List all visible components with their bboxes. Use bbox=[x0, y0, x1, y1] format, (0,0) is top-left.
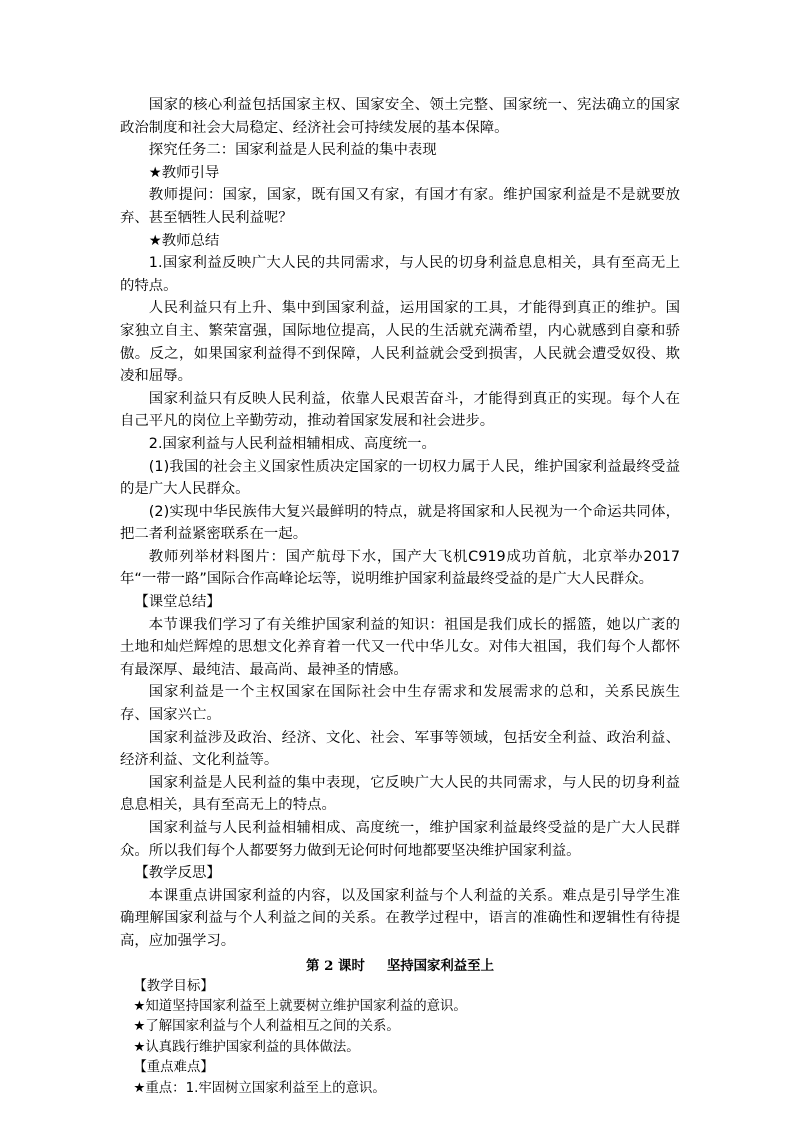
key-difficulty-heading: 【重点难点】 bbox=[133, 1060, 214, 1076]
explore-task-two-heading: 探究任务二：国家利益是人民利益的集中表现 bbox=[148, 142, 437, 159]
paragraph-summary-unity: 国家利益与人民利益相辅相成、高度统一，维护国家利益最终受益的是广大人民群众。所以我们每个人都要努力做到无论何时何地都要坚决维护国家利益。 bbox=[120, 820, 680, 859]
paragraph-national-interests-reflect: 国家利益只有反映人民利益，依靠人民艰苦奋斗，才能得到真正的实现。每个人在自己平凡的岗位上辛勤劳动，推动着国家发展和社会进步。 bbox=[120, 390, 680, 430]
lesson-title bbox=[120, 955, 680, 977]
paragraph-summary-intro: 本节课我们学习了有关维护国家利益的知识：祖国是我们成长的摇篮，她以广袤的土地和灿烂辉煌的思想文化养育着一代又一代中华儿女。对伟大祖国，我们每个人都怀有最深厚、最纯洁、最高尚、最神圣的情感。 bbox=[120, 616, 680, 678]
goal-item-2: ★了解国家利益与个人利益相互之间的关系。 bbox=[133, 1019, 400, 1035]
lesson-name: 坚持国家利益至上 bbox=[386, 957, 494, 974]
sub-point-two: (2)实现中华民族伟大复兴最鲜明的特点，就是将国家和人民视为一个命运共同体，把二者利益紧密联系在一起。 bbox=[120, 503, 680, 543]
paragraph-people-interests: 人民利益只有上升、集中到国家利益，运用国家的工具，才能得到真正的维护。国家独立自主、繁荣富强，国际地位提高，人民的生活就充满希望，内心就感到自豪和骄傲。反之，如果国家利益得不到保障，人民利益就会受到损害，人民就会遭受奴役、欺凌和屈辱。 bbox=[120, 300, 680, 385]
paragraph-teacher-materials: 教师列举材料图片：国产航母下水，国产大飞机C919成功首航，北京举办2017年“一带一路”国际合作高峰论坛等，说明维护国家利益最终受益的是广大人民群众。 bbox=[120, 548, 680, 588]
paragraph-teacher-question: 教师提问：国家，国家，既有国又有家，有国才有家。维护国家利益是不是就要放弃、甚至牺牲人民利益呢？ bbox=[120, 187, 680, 226]
paragraph-teaching-reflection: 本课重点讲国家利益的内容，以及国家利益与个人利益的关系。难点是引导学生准确理解国家利益与个人利益之间的关系。在教学过程中，语言的准确性和逻辑性有待提高，应加强学习。 bbox=[120, 887, 680, 949]
class-summary-heading: 【课堂总结】 bbox=[134, 594, 221, 611]
point-two: 2.国家利益与人民利益相辅相成、高度统一。 bbox=[148, 435, 436, 452]
key-point-item: ★重点：1.牢固树立国家利益至上的意识。 bbox=[133, 1080, 386, 1096]
paragraph-summary-definition: 国家利益是一个主权国家在国际社会中生存需求和发展需求的总和，关系民族生存、国家兴亡。 bbox=[120, 684, 680, 724]
goal-item-3: ★认真践行维护国家利益的具体做法。 bbox=[133, 1039, 360, 1055]
sub-point-one: (1)我国的社会主义国家性质决定国家的一切权力属于人民，维护国家利益最终受益的是广大人民群众。 bbox=[120, 458, 680, 498]
teaching-reflection-heading: 【教学反思】 bbox=[134, 865, 221, 882]
teaching-goals-heading: 【教学目标】 bbox=[133, 978, 214, 994]
paragraph-summary-concentrated: 国家利益是人民利益的集中表现，它反映广大人民的共同需求，与人民的切身利益息息相关，具有至高无上的特点。 bbox=[120, 774, 680, 814]
teacher-guide-label: ★教师引导 bbox=[148, 164, 220, 181]
teacher-summary-label: ★教师总结 bbox=[148, 232, 220, 249]
point-one: 1.国家利益反映广大人民的共同需求，与人民的切身利益息息相关，具有至高无上的特点。 bbox=[120, 255, 680, 294]
lesson-number: 第 2 课时 bbox=[306, 957, 365, 974]
goal-item-1: ★知道坚持国家利益至上就要树立维护国家利益的意识。 bbox=[133, 998, 467, 1014]
document-page bbox=[120, 94, 680, 1099]
paragraph-core-interests: 国家的核心利益包括国家主权、国家安全、领土完整、国家统一、宪法确立的国家政治制度和社会大局稳定、经济社会可持续发展的基本保障。 bbox=[120, 97, 680, 136]
paragraph-summary-fields: 国家利益涉及政治、经济、文化、社会、军事等领域，包括安全利益、政治利益、经济利益、文化利益等。 bbox=[120, 729, 680, 769]
